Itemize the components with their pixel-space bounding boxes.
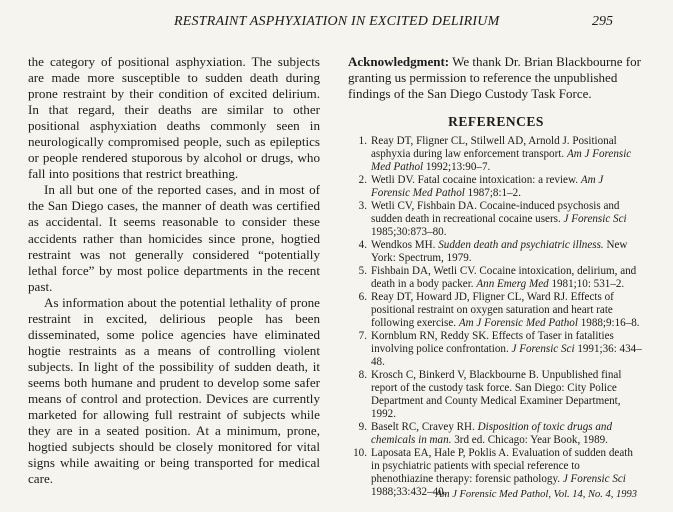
acknowledgment: [348, 54, 644, 101]
reference-text: Kornblum RN, Reddy SK. Effects of Taser in fatalities involving police confrontation.: [371, 330, 614, 355]
reference-text: Fishbain DA, Wetli CV. Cocaine intoxication, delirium, and death in a body packer.: [371, 265, 637, 290]
reference-item: [348, 330, 644, 369]
reference-item: [348, 200, 644, 239]
reference-text: Laposata EA, Hale P, Poklis A. Evaluation of sudden death in psychiatric patients with special reference to phenothiazine therapy: forensic pathology.: [371, 447, 633, 485]
reference-list: [348, 135, 644, 499]
reference-text: Wendkos MH.: [371, 239, 436, 251]
left-column: [28, 54, 320, 487]
reference-item: [348, 239, 644, 265]
reference-item: [348, 135, 644, 174]
reference-tail: 1985;30:873–80.: [371, 226, 447, 238]
reference-text: Baselt RC, Cravey RH.: [371, 421, 475, 433]
running-title: RESTRAINT ASPHYXIATION IN EXCITED DELIRIUM: [174, 14, 500, 29]
reference-number: 3.: [358, 200, 367, 212]
body-paragraph: the category of positional asphyxiation. The subjects are made more susceptible to sudden death during prone restraint by their condition of excited delirium. In that regard, their deaths are similar to other positional asphyxiation deaths commonly seen in neurologically compromised people, such as epileptics or people rendered stuporous by alcohol or drugs, who fall into positions that restrict breathing.: [28, 54, 320, 182]
reference-tail: 1981;10: 531–2.: [551, 278, 625, 290]
reference-text: Wetli CV, Fishbain DA. Cocaine-induced psychosis and sudden death in recreational cocaine users.: [371, 200, 620, 225]
reference-text: Reay DT, Fligner CL, Stilwell AD, Arnold J. Positional asphyxia during law enforcement transport.: [371, 135, 617, 160]
reference-journal: J Forensic Sci: [563, 213, 627, 225]
reference-journal: Am J Forensic Med Pathol: [371, 174, 604, 199]
reference-tail: 1992;13:90–7.: [425, 161, 491, 173]
reference-item: [348, 265, 644, 291]
reference-journal: Ann Emerg Med: [476, 278, 549, 290]
reference-tail: 1988;9:16–8.: [580, 317, 640, 329]
reference-number: 2.: [358, 174, 367, 186]
reference-text: Wetli DV. Fatal cocaine intoxication: a review.: [371, 174, 579, 186]
acknowledgment-label: Acknowledgment:: [348, 54, 450, 69]
reference-tail: 3rd ed. Chicago: Year Book, 1989.: [454, 434, 608, 446]
reference-tail: New York: Spectrum, 1979.: [371, 239, 628, 264]
reference-tail: 1991;36: 434–48.: [371, 343, 642, 368]
reference-journal: J Forensic Sci: [562, 473, 626, 485]
reference-number: 5.: [358, 265, 367, 277]
reference-number: 9.: [358, 421, 367, 433]
reference-text: Krosch C, Binkerd V, Blackbourne B. Unpublished final report of the custody task force. San Diego: City Police Department and County Medical Examiner Department, 1992.: [371, 369, 622, 420]
running-header: [0, 14, 673, 32]
reference-tail: 1988;33:432–40.: [371, 486, 447, 498]
reference-item: [348, 291, 644, 330]
reference-number: 8.: [358, 369, 367, 381]
acknowledgment-text: We thank Dr. Brian Blackbourne for granting us permission to reference the unpublished findings of the San Diego Custody Task Force.: [348, 54, 641, 101]
reference-journal: Sudden death and psychiatric illness.: [438, 239, 604, 251]
reference-journal: Am J Forensic Med Pathol: [371, 148, 632, 173]
reference-text: Reay DT, Howard JD, Fligner CL, Ward RJ. Effects of positional restraint on oxygen saturation and heart rate following exercise.: [371, 291, 614, 329]
reference-journal: Am J Forensic Med Pathol: [458, 317, 578, 329]
reference-number: 7.: [358, 330, 367, 342]
reference-tail: 1987;8:1–2.: [467, 187, 521, 199]
reference-item: [348, 421, 644, 447]
reference-journal: J Forensic Sci: [511, 343, 575, 355]
page-number: 295: [592, 14, 613, 29]
reference-number: 10.: [353, 447, 367, 459]
reference-number: 6.: [358, 291, 367, 303]
reference-number: 1.: [358, 135, 367, 147]
reference-number: 4.: [358, 239, 367, 251]
body-paragraph: As information about the potential lethality of prone restraint in excited, delirious people has been disseminated, some police agencies have eliminated hogtie restraints as a means of controlling violent subjects. In light of the possibility of sudden death, it seems both humane and prudent to develop some safer means of control and protection. Devices are currently marketed for allowing full restraint of subjects while they are in a seated position. At a minimum, prone, hogtied subjects should be closely monitored for vital signs while awaiting or being transported for medical care.: [28, 294, 320, 487]
references-heading: REFERENCES: [448, 114, 544, 129]
journal-citation: Am J Forensic Med Pathol, Vol. 14, No. 4, 1993: [435, 489, 637, 500]
reference-item: [348, 369, 644, 421]
body-paragraph: In all but one of the reported cases, and in most of the San Diego cases, the manner of death was certified as accidental. It seems reasonable to consider these accidents rather than homicides since prone, hogtied restraint was not generally considered “potentially lethal force” by most police departments in the recent past.: [28, 182, 320, 294]
reference-item: [348, 174, 644, 200]
reference-journal: Disposition of toxic drugs and chemicals in man.: [371, 421, 612, 446]
